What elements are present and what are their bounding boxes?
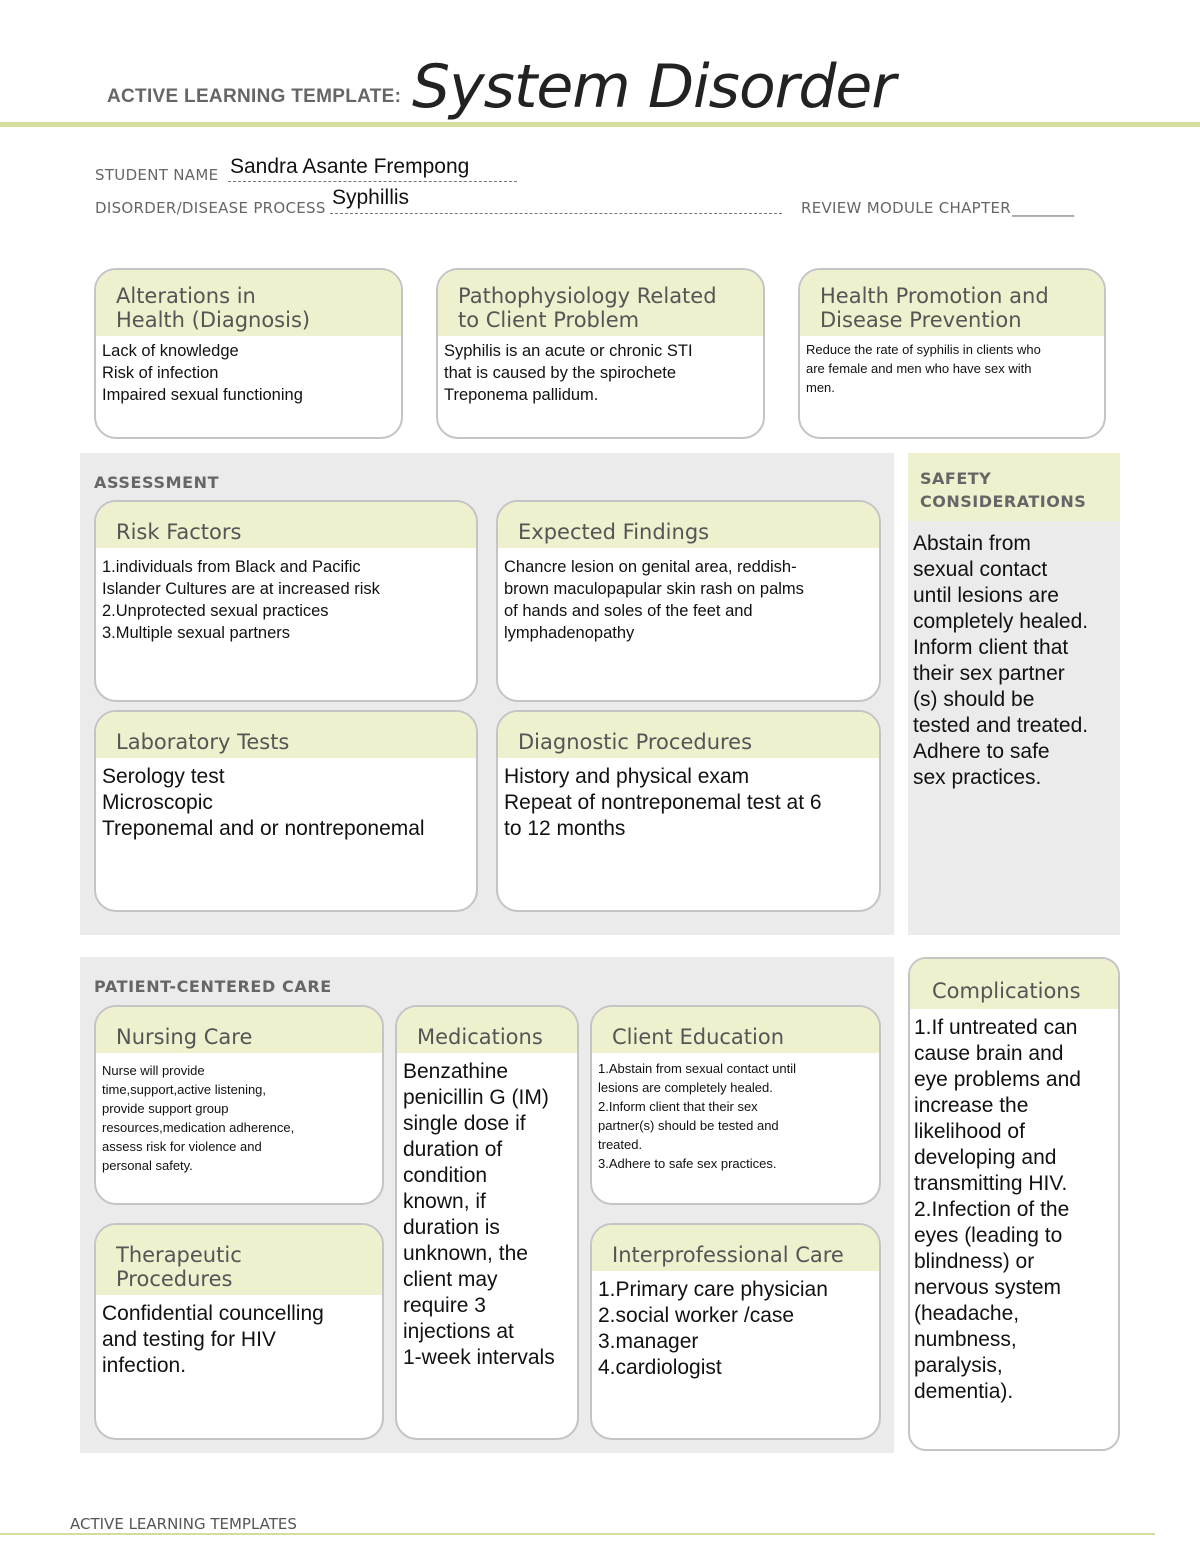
diagnostic-procedures-title: Diagnostic Procedures bbox=[498, 712, 879, 758]
health-promotion-body[interactable]: Reduce the rate of syphilis in clients who are female and men who have sex with men. bbox=[806, 342, 1041, 395]
therapeutic-procedures-box bbox=[94, 1223, 384, 1440]
risk-factors-title: Risk Factors bbox=[96, 502, 476, 548]
complications-box bbox=[908, 957, 1120, 1451]
review-module-value[interactable]: ________ bbox=[1012, 199, 1075, 217]
diagnostic-procedures-body[interactable]: History and physical exam Repeat of nontreponemal test at 6 to 12 months bbox=[504, 765, 822, 840]
safety-title: SAFETY CONSIDERATIONS bbox=[908, 453, 1120, 521]
therapeutic-procedures-title: Therapeutic Procedures bbox=[96, 1225, 382, 1295]
client-education-body[interactable]: 1.Abstain from sexual contact until lesions are completely healed. 2.Inform client that their sex partner(s) should be tested and treated. 3.Adhere to safe sex practices. bbox=[598, 1061, 796, 1171]
risk-factors-box bbox=[94, 500, 478, 702]
expected-findings-body[interactable]: Chancre lesion on genital area, reddish- brown maculopapular skin rash on palms of hands and soles of the feet and lymphadenopathy bbox=[504, 558, 804, 642]
disease-label: DISORDER/DISEASE PROCESS bbox=[95, 199, 326, 217]
footer-divider bbox=[0, 1533, 1155, 1535]
student-name-value[interactable]: Sandra Asante Frempong bbox=[230, 155, 470, 178]
alterations-title: Alterations in Health (Diagnosis) bbox=[96, 270, 401, 336]
laboratory-tests-body[interactable]: Serology test Microscopic Treponemal and or nontreponemal bbox=[102, 765, 425, 840]
client-education-title: Client Education bbox=[592, 1007, 879, 1053]
health-promotion-box bbox=[798, 268, 1106, 439]
nursing-care-box bbox=[94, 1005, 384, 1205]
student-name-label: STUDENT NAME bbox=[95, 166, 219, 184]
template-label: ACTIVE LEARNING TEMPLATE: bbox=[107, 86, 402, 107]
complications-title: Complications bbox=[910, 959, 1118, 1009]
health-promotion-title: Health Promotion and Disease Prevention bbox=[800, 270, 1104, 336]
interprofessional-care-box bbox=[590, 1223, 881, 1440]
laboratory-tests-title: Laboratory Tests bbox=[96, 712, 476, 758]
risk-factors-body[interactable]: 1.individuals from Black and Pacific Islander Cultures are at increased risk 2.Unprotected sexual practices 3.Multiple sexual partners bbox=[102, 558, 380, 642]
page-title: System Disorder bbox=[412, 52, 895, 122]
medications-title: Medications bbox=[397, 1007, 577, 1053]
interprofessional-care-body[interactable]: 1.Primary care physician 2.social worker /case 3.manager 4.cardiologist bbox=[598, 1278, 828, 1379]
disease-underline bbox=[330, 213, 782, 214]
medications-box bbox=[395, 1005, 579, 1440]
complications-body[interactable]: 1.If untreated can cause brain and eye problems and increase the likelihood of developing and transmitting HIV. 2.Infection of the eyes (leading to blindness) or nervous system (headache, numbness, paralysis, dementia). bbox=[914, 1016, 1081, 1403]
laboratory-tests-box bbox=[94, 710, 478, 912]
nursing-care-body[interactable]: Nurse will provide time,support,active listening, provide support group resources,medication adherence, assess risk for violence and personal safety. bbox=[102, 1063, 295, 1173]
student-name-underline bbox=[228, 181, 517, 182]
alterations-box bbox=[94, 268, 403, 439]
alterations-body[interactable]: Lack of knowledge Risk of infection Impaired sexual functioning bbox=[102, 342, 303, 404]
patient-care-label: PATIENT-CENTERED CARE bbox=[94, 977, 332, 996]
medications-body[interactable]: Benzathine penicillin G (IM) single dose if duration of condition known, if duration is unknown, the client may require 3 injections at 1-week intervals bbox=[403, 1060, 555, 1369]
pathophysiology-body[interactable]: Syphilis is an acute or chronic STI that is caused by the spirochete Treponema pallidum. bbox=[444, 342, 693, 404]
client-education-box bbox=[590, 1005, 881, 1205]
disease-value[interactable]: Syphillis bbox=[332, 186, 410, 209]
interprofessional-care-title: Interprofessional Care bbox=[592, 1225, 879, 1271]
diagnostic-procedures-box bbox=[496, 710, 881, 912]
pathophysiology-title: Pathophysiology Related to Client Problem bbox=[438, 270, 763, 336]
nursing-care-title: Nursing Care bbox=[96, 1007, 382, 1053]
review-module-label: REVIEW MODULE CHAPTER bbox=[801, 199, 1011, 217]
safety-body[interactable]: Abstain from sexual contact until lesions are completely healed. Inform client that their sex partner (s) should be tested and treated. Adhere to safe sex practices. bbox=[913, 532, 1089, 789]
footer-text: ACTIVE LEARNING TEMPLATES bbox=[70, 1515, 297, 1533]
therapeutic-procedures-body[interactable]: Confidential councelling and testing for HIV infection. bbox=[102, 1302, 324, 1377]
expected-findings-title: Expected Findings bbox=[498, 502, 879, 548]
header-divider bbox=[0, 122, 1200, 127]
expected-findings-box bbox=[496, 500, 881, 702]
pathophysiology-box bbox=[436, 268, 765, 439]
assessment-label: ASSESSMENT bbox=[94, 473, 220, 492]
